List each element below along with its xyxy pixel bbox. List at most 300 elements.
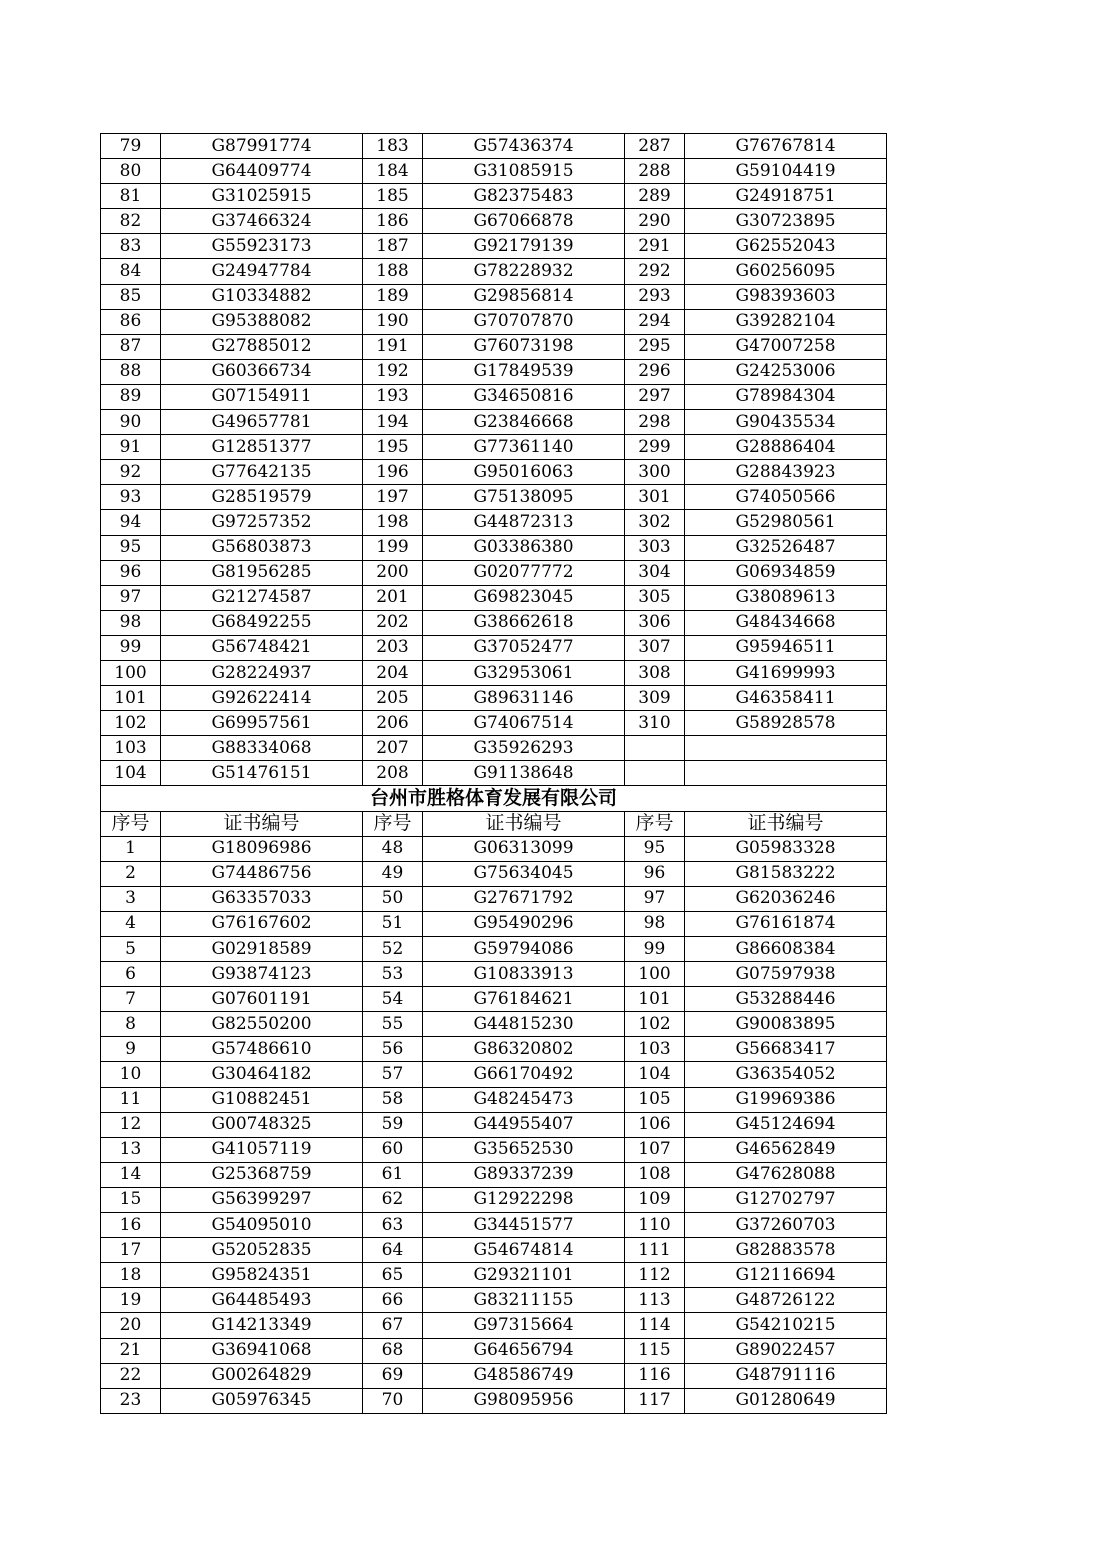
cert-number-cell: G00264829 xyxy=(161,1363,363,1388)
serial-cell: 21 xyxy=(101,1338,161,1363)
serial-cell: 191 xyxy=(363,334,423,359)
serial-cell: 49 xyxy=(363,861,423,886)
cert-number-cell: G27671792 xyxy=(423,886,625,911)
cert-number-cell: G62036246 xyxy=(685,886,887,911)
cert-number-cell: G81583222 xyxy=(685,861,887,886)
table-row xyxy=(101,1087,887,1112)
cert-number-cell: G76767814 xyxy=(685,134,887,159)
cert-number-cell: G75138095 xyxy=(423,485,625,510)
cert-number-cell: G06934859 xyxy=(685,560,887,585)
section-2 xyxy=(101,786,887,1413)
cert-number-cell: G57436374 xyxy=(423,134,625,159)
cert-number-cell: G39282104 xyxy=(685,309,887,334)
cert-number-cell: G82883578 xyxy=(685,1238,887,1263)
serial-cell: 101 xyxy=(625,987,685,1012)
serial-cell: 202 xyxy=(363,610,423,635)
cert-number-cell: G56683417 xyxy=(685,1037,887,1062)
cert-number-cell: G95946511 xyxy=(685,635,887,660)
serial-cell xyxy=(625,761,685,786)
table-row xyxy=(101,234,887,259)
certificate-table xyxy=(100,133,887,1414)
serial-cell: 10 xyxy=(101,1062,161,1087)
serial-cell: 85 xyxy=(101,284,161,309)
serial-cell: 301 xyxy=(625,485,685,510)
serial-cell: 5 xyxy=(101,937,161,962)
header-serial: 序号 xyxy=(363,811,423,836)
header-serial: 序号 xyxy=(625,811,685,836)
table-row xyxy=(101,510,887,535)
cert-number-cell: G03386380 xyxy=(423,535,625,560)
cert-number-cell: G31025915 xyxy=(161,184,363,209)
cert-number-cell: G48791116 xyxy=(685,1363,887,1388)
serial-cell: 88 xyxy=(101,359,161,384)
cert-number-cell: G25368759 xyxy=(161,1162,363,1187)
cert-number-cell: G77642135 xyxy=(161,460,363,485)
serial-cell: 91 xyxy=(101,435,161,460)
serial-cell: 58 xyxy=(363,1087,423,1112)
serial-cell: 14 xyxy=(101,1162,161,1187)
serial-cell: 196 xyxy=(363,460,423,485)
serial-cell: 294 xyxy=(625,309,685,334)
serial-cell: 3 xyxy=(101,886,161,911)
cert-number-cell: G64485493 xyxy=(161,1288,363,1313)
serial-cell: 18 xyxy=(101,1263,161,1288)
cert-number-cell: G21274587 xyxy=(161,585,363,610)
serial-cell: 296 xyxy=(625,359,685,384)
serial-cell: 108 xyxy=(625,1162,685,1187)
serial-cell: 298 xyxy=(625,410,685,435)
table-row xyxy=(101,535,887,560)
cert-number-cell: G86320802 xyxy=(423,1037,625,1062)
cert-number-cell: G07597938 xyxy=(685,962,887,987)
cert-number-cell: G49657781 xyxy=(161,410,363,435)
table-row xyxy=(101,1238,887,1263)
serial-cell: 94 xyxy=(101,510,161,535)
table-row xyxy=(101,937,887,962)
cert-number-cell: G76161874 xyxy=(685,911,887,936)
cert-number-cell: G95490296 xyxy=(423,911,625,936)
serial-cell: 80 xyxy=(101,159,161,184)
cert-number-cell: G23846668 xyxy=(423,410,625,435)
cert-number-cell: G48434668 xyxy=(685,610,887,635)
serial-cell: 187 xyxy=(363,234,423,259)
cert-number-cell: G00748325 xyxy=(161,1112,363,1137)
cert-number-cell: G82375483 xyxy=(423,184,625,209)
cert-number-cell: G76073198 xyxy=(423,334,625,359)
table-row xyxy=(101,585,887,610)
serial-cell: 87 xyxy=(101,334,161,359)
header-cert-number: 证书编号 xyxy=(423,811,625,836)
serial-cell: 11 xyxy=(101,1087,161,1112)
cert-number-cell: G30723895 xyxy=(685,209,887,234)
header-cert-number: 证书编号 xyxy=(161,811,363,836)
table-row xyxy=(101,1263,887,1288)
cert-number-cell: G02918589 xyxy=(161,937,363,962)
serial-cell: 96 xyxy=(101,560,161,585)
serial-cell: 99 xyxy=(625,937,685,962)
serial-cell: 199 xyxy=(363,535,423,560)
serial-cell: 309 xyxy=(625,686,685,711)
cert-number-cell: G90083895 xyxy=(685,1012,887,1037)
serial-cell: 96 xyxy=(625,861,685,886)
cert-number-cell: G46562849 xyxy=(685,1137,887,1162)
serial-cell: 203 xyxy=(363,635,423,660)
cert-number-cell: G60256095 xyxy=(685,259,887,284)
serial-cell: 1 xyxy=(101,836,161,861)
table-row xyxy=(101,761,887,786)
serial-cell: 107 xyxy=(625,1137,685,1162)
cert-number-cell: G45124694 xyxy=(685,1112,887,1137)
serial-cell: 89 xyxy=(101,384,161,409)
header-cert-number: 证书编号 xyxy=(685,811,887,836)
cert-number-cell: G67066878 xyxy=(423,209,625,234)
serial-cell: 54 xyxy=(363,987,423,1012)
serial-cell: 297 xyxy=(625,384,685,409)
cert-number-cell: G83211155 xyxy=(423,1288,625,1313)
serial-cell: 97 xyxy=(101,585,161,610)
table-row xyxy=(101,686,887,711)
cert-number-cell: G27885012 xyxy=(161,334,363,359)
cert-number-cell: G18096986 xyxy=(161,836,363,861)
cert-number-cell: G92622414 xyxy=(161,686,363,711)
cert-number-cell: G62552043 xyxy=(685,234,887,259)
cert-number-cell: G64656794 xyxy=(423,1338,625,1363)
serial-cell: 86 xyxy=(101,309,161,334)
cert-number-cell: G01280649 xyxy=(685,1388,887,1413)
cert-number-cell: G38662618 xyxy=(423,610,625,635)
serial-cell: 295 xyxy=(625,334,685,359)
cert-number-cell: G10882451 xyxy=(161,1087,363,1112)
cert-number-cell: G17849539 xyxy=(423,359,625,384)
cert-number-cell: G90435534 xyxy=(685,410,887,435)
cert-number-cell: G12702797 xyxy=(685,1187,887,1212)
cert-number-cell: G53288446 xyxy=(685,987,887,1012)
cert-number-cell: G55923173 xyxy=(161,234,363,259)
cert-number-cell: G12922298 xyxy=(423,1187,625,1212)
cert-number-cell: G07154911 xyxy=(161,384,363,409)
serial-cell: 100 xyxy=(625,962,685,987)
cert-number-cell: G47007258 xyxy=(685,334,887,359)
serial-cell: 310 xyxy=(625,711,685,736)
table-row xyxy=(101,1288,887,1313)
serial-cell: 109 xyxy=(625,1187,685,1212)
serial-cell: 290 xyxy=(625,209,685,234)
serial-cell: 61 xyxy=(363,1162,423,1187)
serial-cell: 59 xyxy=(363,1112,423,1137)
serial-cell: 69 xyxy=(363,1363,423,1388)
table-row xyxy=(101,711,887,736)
serial-cell: 2 xyxy=(101,861,161,886)
serial-cell: 66 xyxy=(363,1288,423,1313)
table-row xyxy=(101,334,887,359)
table-row xyxy=(101,1137,887,1162)
cert-number-cell: G34650816 xyxy=(423,384,625,409)
table-row xyxy=(101,259,887,284)
cert-number-cell: G52052835 xyxy=(161,1238,363,1263)
serial-cell: 184 xyxy=(363,159,423,184)
cert-number-cell: G07601191 xyxy=(161,987,363,1012)
serial-cell: 306 xyxy=(625,610,685,635)
serial-cell: 289 xyxy=(625,184,685,209)
cert-number-cell: G56803873 xyxy=(161,535,363,560)
cert-number-cell: G44815230 xyxy=(423,1012,625,1037)
cert-number-cell: G24918751 xyxy=(685,184,887,209)
cert-number-cell: G28886404 xyxy=(685,435,887,460)
cert-number-cell: G78228932 xyxy=(423,259,625,284)
cert-number-cell: G28224937 xyxy=(161,660,363,685)
table-row xyxy=(101,435,887,460)
serial-cell: 111 xyxy=(625,1238,685,1263)
cert-number-cell: G48726122 xyxy=(685,1288,887,1313)
cert-number-cell: G44872313 xyxy=(423,510,625,535)
table-row xyxy=(101,610,887,635)
serial-cell: 102 xyxy=(625,1012,685,1037)
table-row xyxy=(101,911,887,936)
cert-number-cell: G14213349 xyxy=(161,1313,363,1338)
cert-number-cell: G36354052 xyxy=(685,1062,887,1087)
table-row xyxy=(101,987,887,1012)
cert-number-cell: G29856814 xyxy=(423,284,625,309)
cert-number-cell: G28843923 xyxy=(685,460,887,485)
table-row xyxy=(101,134,887,159)
cert-number-cell: G48586749 xyxy=(423,1363,625,1388)
serial-cell: 185 xyxy=(363,184,423,209)
serial-cell: 17 xyxy=(101,1238,161,1263)
serial-cell: 64 xyxy=(363,1238,423,1263)
serial-cell: 99 xyxy=(101,635,161,660)
serial-cell: 204 xyxy=(363,660,423,685)
company-name: 台州市胜格体育发展有限公司 xyxy=(101,786,887,811)
serial-cell: 101 xyxy=(101,686,161,711)
serial-cell: 201 xyxy=(363,585,423,610)
serial-cell: 16 xyxy=(101,1213,161,1238)
serial-cell: 19 xyxy=(101,1288,161,1313)
cert-number-cell: G59794086 xyxy=(423,937,625,962)
table-row xyxy=(101,1363,887,1388)
cert-number-cell: G91138648 xyxy=(423,761,625,786)
serial-cell: 95 xyxy=(101,535,161,560)
table-row xyxy=(101,359,887,384)
serial-cell: 303 xyxy=(625,535,685,560)
cert-number-cell: G37466324 xyxy=(161,209,363,234)
cert-number-cell: G19969386 xyxy=(685,1087,887,1112)
table-row xyxy=(101,1012,887,1037)
cert-number-cell: G60366734 xyxy=(161,359,363,384)
table-row xyxy=(101,736,887,761)
cert-number-cell: G97257352 xyxy=(161,510,363,535)
cert-number-cell: G29321101 xyxy=(423,1263,625,1288)
cert-number-cell: G24253006 xyxy=(685,359,887,384)
serial-cell: 8 xyxy=(101,1012,161,1037)
cert-number-cell: G69823045 xyxy=(423,585,625,610)
serial-cell: 92 xyxy=(101,460,161,485)
serial-cell: 106 xyxy=(625,1112,685,1137)
serial-cell: 9 xyxy=(101,1037,161,1062)
cert-number-cell: G88334068 xyxy=(161,736,363,761)
serial-cell: 68 xyxy=(363,1338,423,1363)
cert-number-cell: G51476151 xyxy=(161,761,363,786)
table-row xyxy=(101,410,887,435)
cert-number-cell: G58928578 xyxy=(685,711,887,736)
serial-cell: 200 xyxy=(363,560,423,585)
serial-cell: 90 xyxy=(101,410,161,435)
cert-number-cell: G28519579 xyxy=(161,485,363,510)
cert-number-cell: G93874123 xyxy=(161,962,363,987)
cert-number-cell: G56748421 xyxy=(161,635,363,660)
serial-cell: 67 xyxy=(363,1313,423,1338)
table-row xyxy=(101,660,887,685)
cert-number-cell: G64409774 xyxy=(161,159,363,184)
cert-number-cell: G52980561 xyxy=(685,510,887,535)
table-row xyxy=(101,560,887,585)
serial-cell: 205 xyxy=(363,686,423,711)
serial-cell: 188 xyxy=(363,259,423,284)
cert-number-cell: G12851377 xyxy=(161,435,363,460)
serial-cell: 51 xyxy=(363,911,423,936)
table-row xyxy=(101,1388,887,1413)
serial-cell: 83 xyxy=(101,234,161,259)
serial-cell: 22 xyxy=(101,1363,161,1388)
cert-number-cell: G37260703 xyxy=(685,1213,887,1238)
cert-number-cell: G12116694 xyxy=(685,1263,887,1288)
serial-cell: 12 xyxy=(101,1112,161,1137)
table-row xyxy=(101,1338,887,1363)
cert-number-cell: G98095956 xyxy=(423,1388,625,1413)
cert-number-cell xyxy=(685,736,887,761)
cert-number-cell: G78984304 xyxy=(685,384,887,409)
cert-number-cell: G77361140 xyxy=(423,435,625,460)
serial-cell: 114 xyxy=(625,1313,685,1338)
serial-cell: 7 xyxy=(101,987,161,1012)
cert-number-cell: G41699993 xyxy=(685,660,887,685)
serial-cell: 104 xyxy=(625,1062,685,1087)
serial-cell: 105 xyxy=(625,1087,685,1112)
serial-cell: 97 xyxy=(625,886,685,911)
serial-cell: 288 xyxy=(625,159,685,184)
serial-cell: 4 xyxy=(101,911,161,936)
table-row xyxy=(101,861,887,886)
serial-cell: 81 xyxy=(101,184,161,209)
serial-cell: 299 xyxy=(625,435,685,460)
table-row xyxy=(101,1162,887,1187)
serial-cell: 198 xyxy=(363,510,423,535)
serial-cell: 62 xyxy=(363,1187,423,1212)
serial-cell: 95 xyxy=(625,836,685,861)
serial-cell: 63 xyxy=(363,1213,423,1238)
cert-number-cell: G92179139 xyxy=(423,234,625,259)
table-row xyxy=(101,209,887,234)
table-row xyxy=(101,1213,887,1238)
cert-number-cell: G46358411 xyxy=(685,686,887,711)
cert-number-cell: G74050566 xyxy=(685,485,887,510)
serial-cell: 192 xyxy=(363,359,423,384)
header-serial: 序号 xyxy=(101,811,161,836)
serial-cell: 207 xyxy=(363,736,423,761)
serial-cell: 190 xyxy=(363,309,423,334)
cert-number-cell: G48245473 xyxy=(423,1087,625,1112)
table-row xyxy=(101,962,887,987)
serial-cell: 84 xyxy=(101,259,161,284)
serial-cell: 193 xyxy=(363,384,423,409)
company-row xyxy=(101,786,887,811)
table-row xyxy=(101,284,887,309)
serial-cell: 102 xyxy=(101,711,161,736)
serial-cell: 117 xyxy=(625,1388,685,1413)
serial-cell: 60 xyxy=(363,1137,423,1162)
cert-number-cell: G70707870 xyxy=(423,309,625,334)
serial-cell: 183 xyxy=(363,134,423,159)
serial-cell xyxy=(625,736,685,761)
cert-number-cell: G75634045 xyxy=(423,861,625,886)
serial-cell: 186 xyxy=(363,209,423,234)
serial-cell: 112 xyxy=(625,1263,685,1288)
cert-number-cell: G89022457 xyxy=(685,1338,887,1363)
cert-number-cell: G66170492 xyxy=(423,1062,625,1087)
cert-number-cell: G76167602 xyxy=(161,911,363,936)
serial-cell: 70 xyxy=(363,1388,423,1413)
serial-cell: 292 xyxy=(625,259,685,284)
cert-number-cell: G47628088 xyxy=(685,1162,887,1187)
serial-cell: 206 xyxy=(363,711,423,736)
cert-number-cell: G89631146 xyxy=(423,686,625,711)
cert-number-cell xyxy=(685,761,887,786)
table-row xyxy=(101,836,887,861)
cert-number-cell: G06313099 xyxy=(423,836,625,861)
serial-cell: 93 xyxy=(101,485,161,510)
cert-number-cell: G76184621 xyxy=(423,987,625,1012)
serial-cell: 104 xyxy=(101,761,161,786)
serial-cell: 15 xyxy=(101,1187,161,1212)
cert-number-cell: G63357033 xyxy=(161,886,363,911)
cert-number-cell: G31085915 xyxy=(423,159,625,184)
serial-cell: 56 xyxy=(363,1037,423,1062)
cert-number-cell: G24947784 xyxy=(161,259,363,284)
serial-cell: 82 xyxy=(101,209,161,234)
table-row xyxy=(101,1187,887,1212)
serial-cell: 189 xyxy=(363,284,423,309)
serial-cell: 98 xyxy=(625,911,685,936)
serial-cell: 50 xyxy=(363,886,423,911)
cert-number-cell: G57486610 xyxy=(161,1037,363,1062)
header-row xyxy=(101,811,887,836)
serial-cell: 6 xyxy=(101,962,161,987)
cert-number-cell: G95388082 xyxy=(161,309,363,334)
table-row xyxy=(101,886,887,911)
table-row xyxy=(101,309,887,334)
cert-number-cell: G32526487 xyxy=(685,535,887,560)
table-row xyxy=(101,384,887,409)
cert-number-cell: G44955407 xyxy=(423,1112,625,1137)
serial-cell: 55 xyxy=(363,1012,423,1037)
serial-cell: 52 xyxy=(363,937,423,962)
table-row xyxy=(101,635,887,660)
cert-number-cell: G97315664 xyxy=(423,1313,625,1338)
serial-cell: 103 xyxy=(101,736,161,761)
cert-number-cell: G32953061 xyxy=(423,660,625,685)
serial-cell: 110 xyxy=(625,1213,685,1238)
table-row xyxy=(101,460,887,485)
serial-cell: 65 xyxy=(363,1263,423,1288)
cert-number-cell: G34451577 xyxy=(423,1213,625,1238)
serial-cell: 57 xyxy=(363,1062,423,1087)
serial-cell: 103 xyxy=(625,1037,685,1062)
cert-number-cell: G74067514 xyxy=(423,711,625,736)
cert-number-cell: G41057119 xyxy=(161,1137,363,1162)
serial-cell: 23 xyxy=(101,1388,161,1413)
cert-number-cell: G81956285 xyxy=(161,560,363,585)
serial-cell: 291 xyxy=(625,234,685,259)
cert-number-cell: G56399297 xyxy=(161,1187,363,1212)
